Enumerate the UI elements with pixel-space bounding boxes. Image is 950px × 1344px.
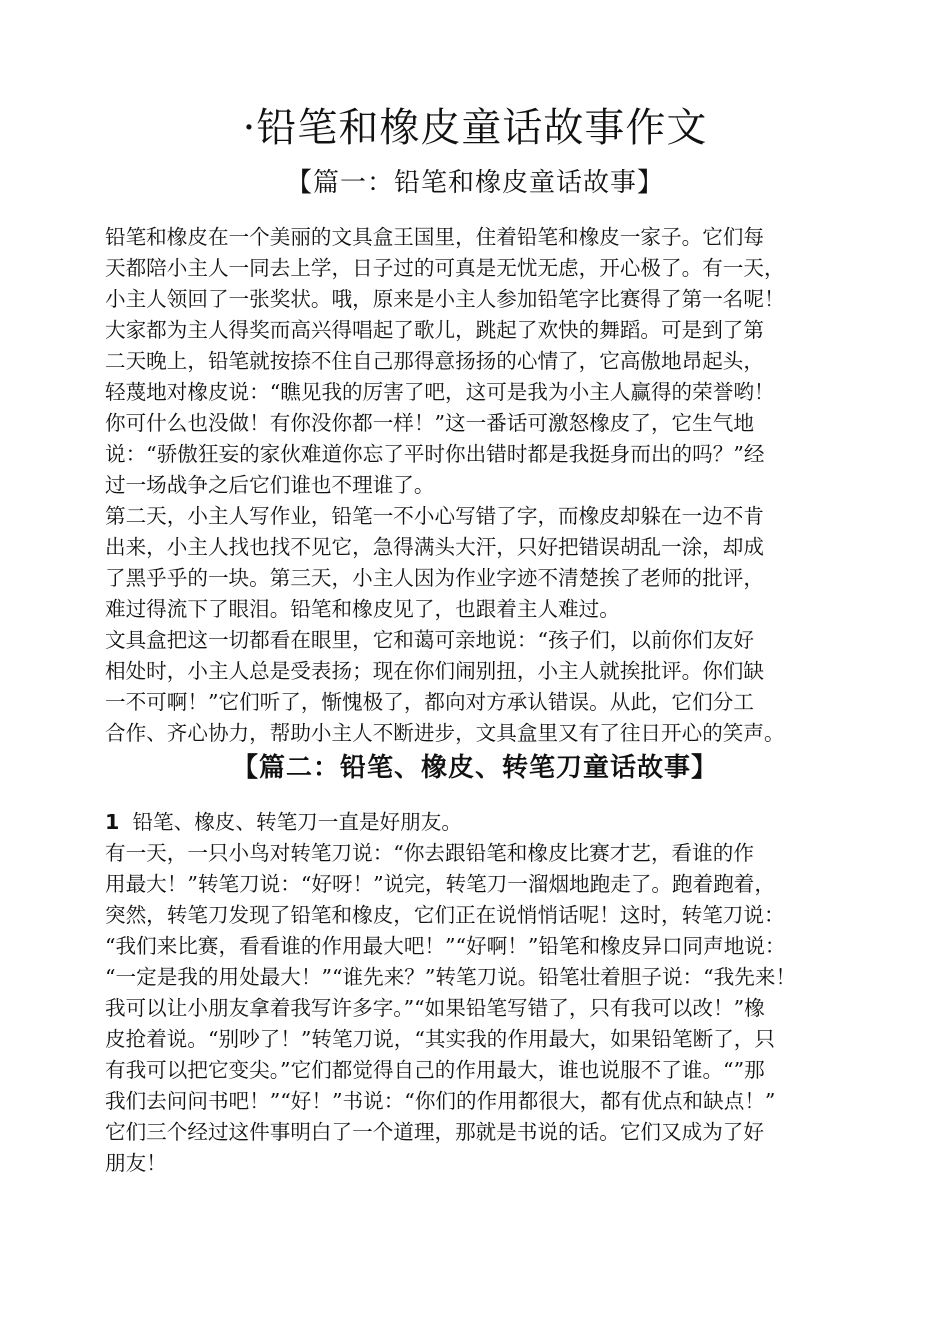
paragraph-line: 突然，转笔刀发现了铅笔和橡皮，它们正在说悄悄话呢！这时，转笔刀说： — [105, 903, 785, 927]
paragraph-line: 合作、齐心协力，帮助小主人不断进步，文具盒里又有了往日开心的笑声。 — [105, 721, 785, 745]
paragraph-line: 轻蔑地对橡皮说：“瞧见我的厉害了吧，这可是我为小主人赢得的荣誉哟！ — [105, 380, 775, 404]
paragraph-line: “我们来比赛，看看谁的作用最大吧！”“好啊！”铅笔和橡皮异口同声地说： — [105, 934, 786, 958]
paragraph-line: 过一场战争之后它们谁也不理谁了。 — [105, 473, 435, 497]
section-1-heading: 【篇一：铅笔和橡皮童话故事】 — [285, 168, 664, 198]
section-2-body — [105, 807, 875, 1179]
paragraph-line: 出来，小主人找也找不见它，急得满头大汗，只好把错误胡乱一涂，却成 — [105, 535, 764, 559]
paragraph-line: 第二天，小主人写作业，铅笔一不小心写错了字，而橡皮却躲在一边不肯 — [105, 504, 764, 528]
paragraph-line: 你可什么也没做！有你没你都一样！”这一番话可激怒橡皮了，它生气地 — [105, 411, 754, 435]
paragraph-line: 了黑乎乎的一块。第三天，小主人因为作业字迹不清楚挨了老师的批评， — [105, 566, 764, 590]
paragraph-line: “一定是我的用处最大！”“谁先来？”转笔刀说。铅笔壮着胆子说：“我先来！ — [105, 965, 797, 989]
section-2-heading: 【篇二：铅笔、橡皮、转笔刀童话故事】 — [231, 753, 718, 783]
paragraph-line: 用最大！”转笔刀说：“好呀！”说完，转笔刀一溜烟地跑走了。跑着跑着， — [105, 872, 775, 896]
paragraph-line: 相处时，小主人总是受表扬；现在你们闹别扭，小主人就挨批评。你们缺 — [105, 659, 764, 683]
paragraph-line: 有一天，一只小鸟对转笔刀说：“你去跟铅笔和橡皮比赛才艺，看谁的作 — [105, 841, 754, 865]
paragraph-line: 二天晚上，铅笔就按捺不住自己那得意扬扬的心情了，它高傲地昂起头， — [105, 349, 764, 373]
paragraph-number: 1 — [105, 810, 120, 834]
paragraph-line: 天都陪小主人一同去上学，日子过的可真是无忧无虑，开心极了。有一天， — [105, 256, 785, 280]
document-title: ·铅笔和橡皮童话故事作文 — [242, 105, 708, 151]
paragraph-line: 皮抢着说。“别吵了！”转笔刀说，“其实我的作用最大，如果铅笔断了，只 — [105, 1027, 775, 1051]
paragraph-text: 铅笔、橡皮、转笔刀一直是好朋友。 — [132, 810, 462, 834]
paragraph-line: 我们去问问书吧！”“好！”书说：“你们的作用都很大，都有优点和缺点！” — [105, 1089, 776, 1113]
paragraph-line: 我可以让小朋友拿着我写许多字。”“如果铅笔写错了，只有我可以改！”橡 — [105, 996, 765, 1020]
paragraph-line: 小主人领回了一张奖状。哦，原来是小主人参加铅笔字比赛得了第一名呢！ — [105, 287, 785, 311]
paragraph-line: 朋友！ — [105, 1151, 167, 1175]
paragraph-line: 大家都为主人得奖而高兴得唱起了歌儿，跳起了欢快的舞蹈。可是到了第 — [105, 318, 764, 342]
section-1-body — [105, 222, 875, 749]
paragraph-line: 铅笔和橡皮在一个美丽的文具盒王国里，住着铅笔和橡皮一家子。它们每 — [105, 225, 764, 249]
paragraph-line — [105, 807, 875, 838]
paragraph-line: 说：“骄傲狂妄的家伙难道你忘了平时你出错时都是我挺身而出的吗？”经 — [105, 442, 765, 466]
paragraph-line: 一不可啊！”它们听了，惭愧极了，都向对方承认错误。从此，它们分工 — [105, 690, 754, 714]
paragraph-line: 文具盒把这一切都看在眼里，它和蔼可亲地说：“孩子们，以前你们友好 — [105, 628, 754, 652]
paragraph-line: 有我可以把它变尖。”它们都觉得自己的作用最大，谁也说服不了谁。“”那 — [105, 1058, 765, 1082]
paragraph-line: 它们三个经过这件事明白了一个道理，那就是书说的话。它们又成为了好 — [105, 1120, 764, 1144]
paragraph-line: 难过得流下了眼泪。铅笔和橡皮见了，也跟着主人难过。 — [105, 597, 620, 621]
